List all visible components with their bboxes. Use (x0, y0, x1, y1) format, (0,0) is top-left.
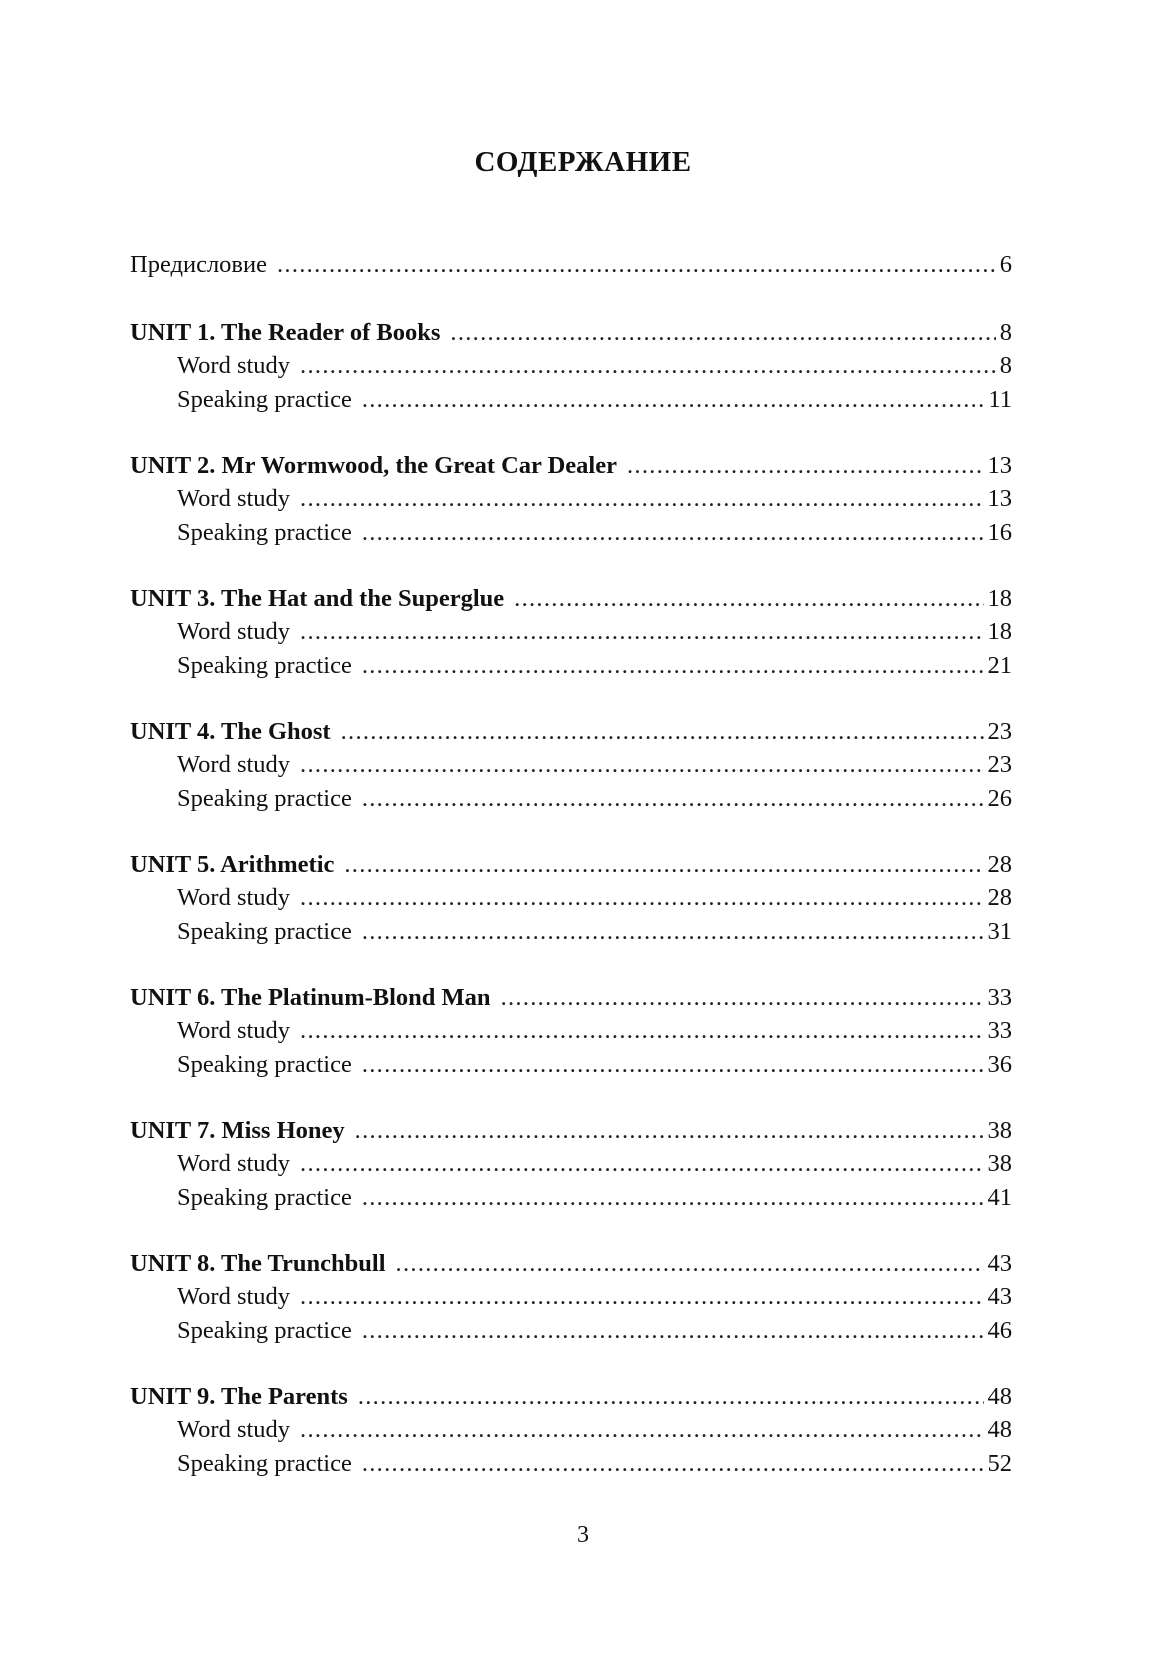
toc-entry-unit-1[interactable] (130, 316, 1012, 350)
toc-entry-page: 31 (987, 917, 1012, 945)
dot-leader (514, 582, 983, 616)
dot-leader (300, 1014, 983, 1048)
toc-entry-speaking-practice[interactable] (130, 1048, 1012, 1082)
dot-leader (344, 848, 983, 882)
dot-leader (362, 782, 984, 816)
dot-leader (627, 449, 984, 483)
toc-unit-group (130, 1247, 1012, 1348)
dot-leader (277, 248, 996, 282)
dot-leader (355, 1114, 984, 1148)
toc-entry-speaking-practice[interactable] (130, 383, 1012, 417)
toc-entry-speaking-practice[interactable] (130, 1181, 1012, 1215)
toc-entry-page: 23 (987, 751, 1012, 778)
dot-leader (300, 1413, 983, 1447)
toc-entry-label: Speaking practice (177, 1050, 352, 1078)
toc-entry-page: 33 (987, 983, 1012, 1011)
toc-entry-speaking-practice[interactable] (130, 1447, 1012, 1481)
toc-entry-page: 11 (988, 385, 1012, 413)
toc-entry-unit-4[interactable] (130, 715, 1012, 749)
dot-leader (300, 1280, 983, 1314)
toc-entry-label: Speaking practice (177, 1449, 352, 1477)
toc-entry-word-study[interactable] (130, 881, 1012, 915)
page-number: 3 (577, 1522, 589, 1548)
toc-entry-label: Speaking practice (177, 518, 352, 546)
toc-entry-label: Speaking practice (177, 385, 352, 413)
toc-entry-page: 33 (987, 1017, 1012, 1044)
toc-entry-label: Word study (177, 618, 291, 645)
toc-unit-group (130, 981, 1012, 1082)
dot-leader (300, 1147, 983, 1181)
toc-entry-word-study[interactable] (130, 482, 1012, 516)
toc-entry-label: UNIT 8. The Trunchbull (130, 1249, 386, 1277)
dot-leader (362, 1314, 984, 1348)
toc-entry-label: Speaking practice (177, 917, 352, 945)
toc-entry-unit-2[interactable] (130, 449, 1012, 483)
toc-unit-group (130, 1380, 1012, 1481)
toc-entry-page: 28 (987, 850, 1012, 878)
toc-entry-word-study[interactable] (130, 1280, 1012, 1314)
toc-entry-label: UNIT 9. The Parents (130, 1382, 348, 1410)
toc-entry-word-study[interactable] (130, 615, 1012, 649)
toc-entry-label: UNIT 1. The Reader of Books (130, 318, 441, 346)
dot-leader (341, 715, 984, 749)
toc-entry-label: UNIT 5. Arithmetic (130, 850, 335, 878)
toc-entry-label: Speaking practice (177, 1316, 352, 1344)
toc-entry-label: UNIT 7. Miss Honey (130, 1116, 345, 1144)
toc-entry-unit-6[interactable] (130, 981, 1012, 1015)
toc-unit-group (130, 449, 1012, 550)
dot-leader (300, 349, 996, 383)
toc-unit-group (130, 848, 1012, 949)
dot-leader (358, 1380, 984, 1414)
toc-entry-label: Speaking practice (177, 651, 352, 679)
toc-entry-label: Word study (177, 352, 291, 379)
toc-entry-unit-3[interactable] (130, 582, 1012, 616)
toc-entry-page: 38 (987, 1116, 1012, 1144)
toc-entry-page: 52 (987, 1449, 1012, 1477)
toc-entry-unit-9[interactable] (130, 1380, 1012, 1414)
toc-entry-preface[interactable] (130, 248, 1012, 282)
toc-entry-label: Word study (177, 884, 291, 911)
toc-entry-page: 8 (999, 352, 1012, 379)
toc-entry-page: 46 (987, 1316, 1012, 1344)
dot-leader (362, 516, 984, 550)
toc-entry-page: 43 (987, 1249, 1012, 1277)
toc-entry-page: 13 (987, 451, 1012, 479)
toc-entry-word-study[interactable] (130, 1014, 1012, 1048)
toc-entry-label: Word study (177, 1283, 291, 1310)
toc-unit-group (130, 715, 1012, 816)
dot-leader (362, 383, 985, 417)
page-title: СОДЕРЖАНИЕ (474, 146, 692, 178)
toc-entry-label: UNIT 3. The Hat and the Superglue (130, 584, 505, 612)
toc-entry-page: 8 (999, 318, 1012, 346)
toc-entry-unit-5[interactable] (130, 848, 1012, 882)
dot-leader (396, 1247, 984, 1281)
toc-entry-page: 13 (987, 485, 1012, 512)
toc-unit-group (130, 316, 1012, 417)
dot-leader (501, 981, 984, 1015)
toc-entry-label: Word study (177, 1150, 291, 1177)
toc-entry-speaking-practice[interactable] (130, 1314, 1012, 1348)
toc-entry-page: 48 (987, 1416, 1012, 1443)
toc-entry-page: 18 (987, 618, 1012, 645)
toc-entry-word-study[interactable] (130, 748, 1012, 782)
toc-entry-unit-7[interactable] (130, 1114, 1012, 1148)
toc-entry-page: 48 (987, 1382, 1012, 1410)
toc-unit-group (130, 582, 1012, 683)
toc-entry-label: Word study (177, 485, 291, 512)
dot-leader (362, 1181, 984, 1215)
toc-entry-page: 6 (999, 251, 1012, 278)
toc-entry-page: 38 (987, 1150, 1012, 1177)
toc-entry-page: 28 (987, 884, 1012, 911)
unit-list (130, 316, 1012, 1481)
toc-entry-speaking-practice[interactable] (130, 649, 1012, 683)
toc-entry-label: Предисловие (130, 251, 267, 278)
toc-entry-speaking-practice[interactable] (130, 915, 1012, 949)
toc-entry-label: Word study (177, 1017, 291, 1044)
toc-entry-page: 43 (987, 1283, 1012, 1310)
toc-entry-label: Word study (177, 1416, 291, 1443)
toc-entry-label: UNIT 4. The Ghost (130, 717, 331, 745)
dot-leader (362, 649, 984, 683)
table-of-contents (130, 248, 1012, 1513)
toc-entry-page: 18 (987, 584, 1012, 612)
dot-leader (300, 881, 983, 915)
dot-leader (362, 1048, 984, 1082)
toc-entry-word-study[interactable] (130, 349, 1012, 383)
toc-entry-speaking-practice[interactable] (130, 516, 1012, 550)
toc-entry-label: Speaking practice (177, 1183, 352, 1211)
toc-entry-speaking-practice[interactable] (130, 782, 1012, 816)
toc-entry-label: UNIT 2. Mr Wormwood, the Great Car Dealer (130, 451, 617, 479)
toc-entry-label: UNIT 6. The Platinum-Blond Man (130, 983, 491, 1011)
toc-entry-page: 41 (987, 1183, 1012, 1211)
dot-leader (362, 1447, 984, 1481)
toc-entry-page: 23 (987, 717, 1012, 745)
toc-entry-word-study[interactable] (130, 1413, 1012, 1447)
toc-entry-label: Word study (177, 751, 291, 778)
dot-leader (362, 915, 984, 949)
toc-unit-group (130, 1114, 1012, 1215)
toc-entry-page: 36 (987, 1050, 1012, 1078)
toc-entry-label: Speaking practice (177, 784, 352, 812)
dot-leader (300, 748, 983, 782)
toc-entry-page: 16 (987, 518, 1012, 546)
toc-entry-page: 26 (987, 784, 1012, 812)
dot-leader (450, 316, 995, 350)
dot-leader (300, 482, 983, 516)
toc-entry-word-study[interactable] (130, 1147, 1012, 1181)
toc-entry-page: 21 (987, 651, 1012, 679)
toc-entry-unit-8[interactable] (130, 1247, 1012, 1281)
dot-leader (300, 615, 983, 649)
